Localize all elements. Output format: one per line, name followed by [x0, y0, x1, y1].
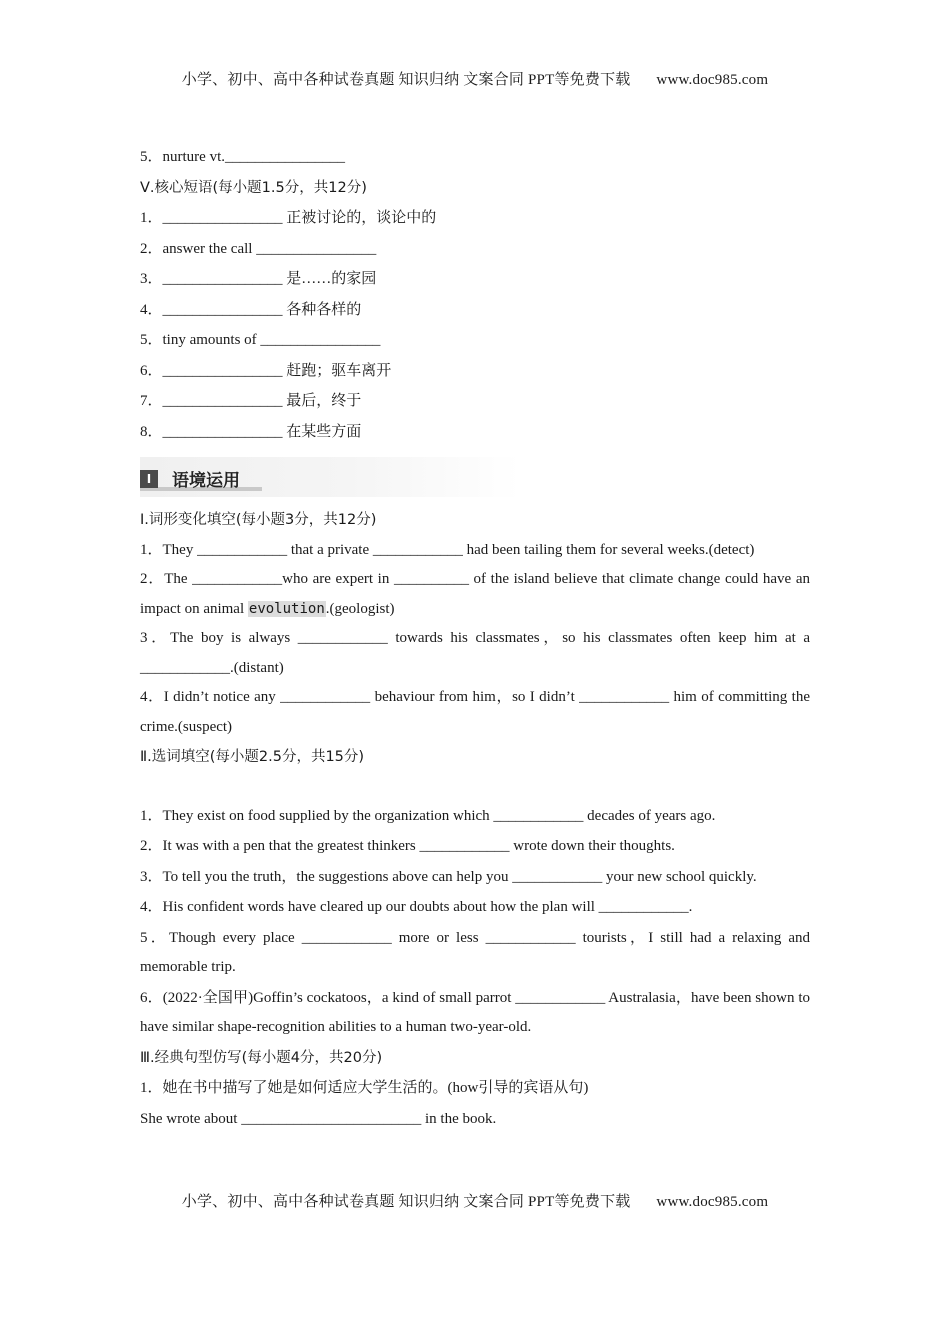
- phrase-item-2: 2．answer the call ________________: [140, 240, 377, 257]
- word-forms-q4: 4．I didn’t notice any ____________ behaviour from him，so I didn’t ____________ him of committing the crime.(suspect): [140, 689, 810, 735]
- banner-badge-icon: I: [140, 470, 158, 488]
- vocab-item-5: 5．nurture vt.________________: [140, 149, 345, 165]
- phrase-item-8: 8．________________ 在某些方面: [140, 423, 362, 440]
- word-choice-q5: 5．Though every place ____________ more or less ____________ tourists，I still had a relaxing and memorable trip.: [140, 929, 810, 975]
- worksheet-content: [140, 142, 810, 1134]
- phrase-item-1: 1．________________ 正被讨论的，谈论中的: [140, 210, 437, 226]
- footer-site: www.doc985.com: [656, 1194, 769, 1210]
- header-site: www.doc985.com: [656, 72, 769, 88]
- phrases-title: Ⅴ.核心短语(每小题1.5分，共12分): [140, 179, 367, 196]
- phrase-item-4: 4．________________ 各种各样的: [140, 301, 362, 318]
- sentence-q1-cn: 1．她在书中描写了她是如何适应大学生活的。(how引导的宾语从句): [140, 1080, 589, 1096]
- word-forms-q2-pre: 2．The ____________who are expert in __________ of the island believe that climate change could have an impact on animal: [140, 571, 810, 617]
- page-header: [0, 68, 950, 89]
- word-forms-title: Ⅰ.词形变化填空(每小题3分，共12分): [140, 512, 377, 528]
- word-forms-q3: 3．The boy is always ____________ towards his classmates，so his classmates often keep him at a ____________.(distant): [140, 630, 810, 676]
- highlighted-word: evolution: [248, 600, 325, 617]
- word-choice-q1: 1．They exist on food supplied by the organization which ____________ decades of years ago.: [140, 807, 716, 824]
- phrase-item-5: 5．tiny amounts of ________________: [140, 332, 381, 348]
- word-forms-q2-post: .(geologist): [325, 600, 395, 617]
- header-text: 小学、初中、高中各种试卷真题 知识归纳 文案合同 PPT等免费下载: [181, 72, 631, 88]
- word-choice-q6: 6．(2022·全国甲)Goffin’s cockatoos，a kind of small parrot ____________ Australasia，have been shown to have similar shape-recognition abilities to a human two-year-old.: [140, 989, 810, 1035]
- section-banner: [140, 457, 520, 497]
- section-i-title: [140, 505, 810, 536]
- phrase-item-6: 6．________________ 赶跑；驱车离开: [140, 362, 392, 379]
- page-footer: [0, 1190, 950, 1211]
- phrase-item-3: 3．________________ 是……的家园: [140, 271, 377, 287]
- word-forms-q1: 1．They ____________ that a private ____________ had been tailing them for several weeks.(detect): [140, 541, 755, 558]
- word-choice-q3: 3．To tell you the truth，the suggestions above can help you ____________ your new school quickly.: [140, 868, 757, 885]
- section-v-title: [140, 173, 810, 204]
- word-forms-q2: [140, 565, 810, 624]
- banner-title: 语境运用: [172, 471, 240, 491]
- word-choice-q4: 4．His confident words have cleared up our doubts about how the plan will ____________.: [140, 899, 693, 915]
- section-iii-title: [140, 1043, 810, 1074]
- sentences-title: Ⅲ.经典句型仿写(每小题4分，共20分): [140, 1049, 383, 1066]
- section-ii-title: [140, 742, 810, 773]
- phrase-item-7: 7．________________ 最后，终于: [140, 393, 362, 409]
- sentence-q1-en: She wrote about ________________________ in the book.: [140, 1110, 497, 1127]
- footer-text: 小学、初中、高中各种试卷真题 知识归纳 文案合同 PPT等免费下载: [181, 1194, 631, 1210]
- word-choice-q2: 2．It was with a pen that the greatest thinkers ____________ wrote down their thoughts.: [140, 838, 675, 854]
- word-choice-title: Ⅱ.选词填空(每小题2.5分，共15分): [140, 749, 365, 765]
